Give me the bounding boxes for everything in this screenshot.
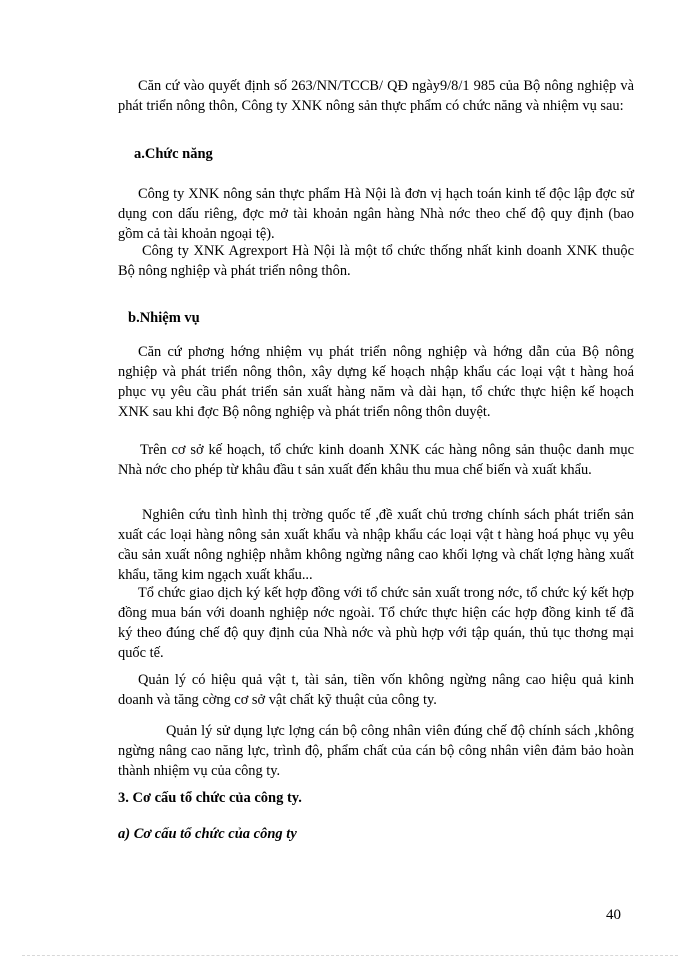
page-number: 40 (606, 907, 621, 923)
section-a-paragraph-2: Công ty XNK Agrexport Hà Nội là một tổ chức thống nhất kinh doanh XNK thuộc Bộ nông nghiệp và phát triển nông thôn. (118, 243, 634, 279)
section-3-heading: 3. Cơ cấu tổ chức của công ty. (118, 790, 302, 806)
section-3a-heading: a) Cơ cấu tổ chức của công ty (118, 826, 297, 842)
page-bottom-divider (22, 955, 678, 956)
section-b-heading: b.Nhiệm vụ (128, 310, 200, 326)
intro-paragraph: Căn cứ vào quyết định số 263/NN/TCCB/ QĐ ngày9/8/1 985 của Bộ nông nghiệp và phát triển nông thôn, Công ty XNK nông sản thực phẩm có chức năng và nhiệm vụ sau: (118, 78, 634, 114)
section-b-paragraph-4: Tổ chức giao dịch ký kết hợp đồng với tổ chức sản xuất trong nớc, tổ chức ký kết hợp đồng mua bán với doanh nghiệp nớc ngoài. Tổ chức thực hiện các hợp đồng kinh tế đã ký theo đúng chế độ quy định của Nhà nớc và phù hợp với tập quán, thủ tục thơng mại quốc tế. (118, 585, 634, 661)
section-b-paragraph-5: Quản lý có hiệu quả vật t, tài sản, tiền vốn không ngừng nâng cao hiệu quả kinh doanh và tăng cờng cơ sở vật chất kỹ thuật của công ty. (118, 672, 634, 708)
section-b-paragraph-6: Quản lý sử dụng lực lợng cán bộ công nhân viên đúng chế độ chính sách ,không ngừng nâng cao năng lực, trình độ, phẩm chất của cán bộ công nhân viên đảm bảo hoàn thành nhiệm vụ của công ty. (118, 723, 634, 779)
section-b-paragraph-2: Trên cơ sở kế hoạch, tổ chức kinh doanh XNK các hàng nông sản thuộc danh mục Nhà nớc cho phép từ khâu đầu t sản xuất đến khâu thu mua chế biến và xuất khẩu. (118, 442, 634, 478)
section-b-paragraph-3: Nghiên cứu tình hình thị trờng quốc tế ,đề xuất chủ trơng chính sách phát triển sản xuất các loại hàng nông sản xuất khẩu và nhập khẩu các loại vật t hàng hoá phục vụ yêu cầu sản xuất nông nghiệp nhằm không ngừng nâng cao khối lợng và chất lợng hàng xuất khẩu, tăng kim ngạch xuất khẩu... (118, 507, 634, 583)
section-b-paragraph-1: Căn cứ phơng hớng nhiệm vụ phát triển nông nghiệp và hớng dẫn của Bộ nông nghiệp và phát triển nông thôn, xây dựng kế hoạch nhập khẩu các loại vật t hàng hoá phục vụ yêu cầu phát triển sản xuất hàng năm và dài hạn, tổ chức thực hiện kế hoạch XNK sau khi đợc Bộ nông nghiệp và phát triển nông thôn duyệt. (118, 344, 634, 420)
section-a-paragraph-1: Công ty XNK nông sản thực phẩm Hà Nội là đơn vị hạch toán kinh tế độc lập đợc sử dụng con dấu riêng, đợc mở tài khoản ngân hàng Nhà nớc theo chế độ quy định (bao gồm cả tài khoản ngoại tệ). (118, 186, 634, 242)
section-a-heading: a.Chức năng (134, 146, 213, 162)
